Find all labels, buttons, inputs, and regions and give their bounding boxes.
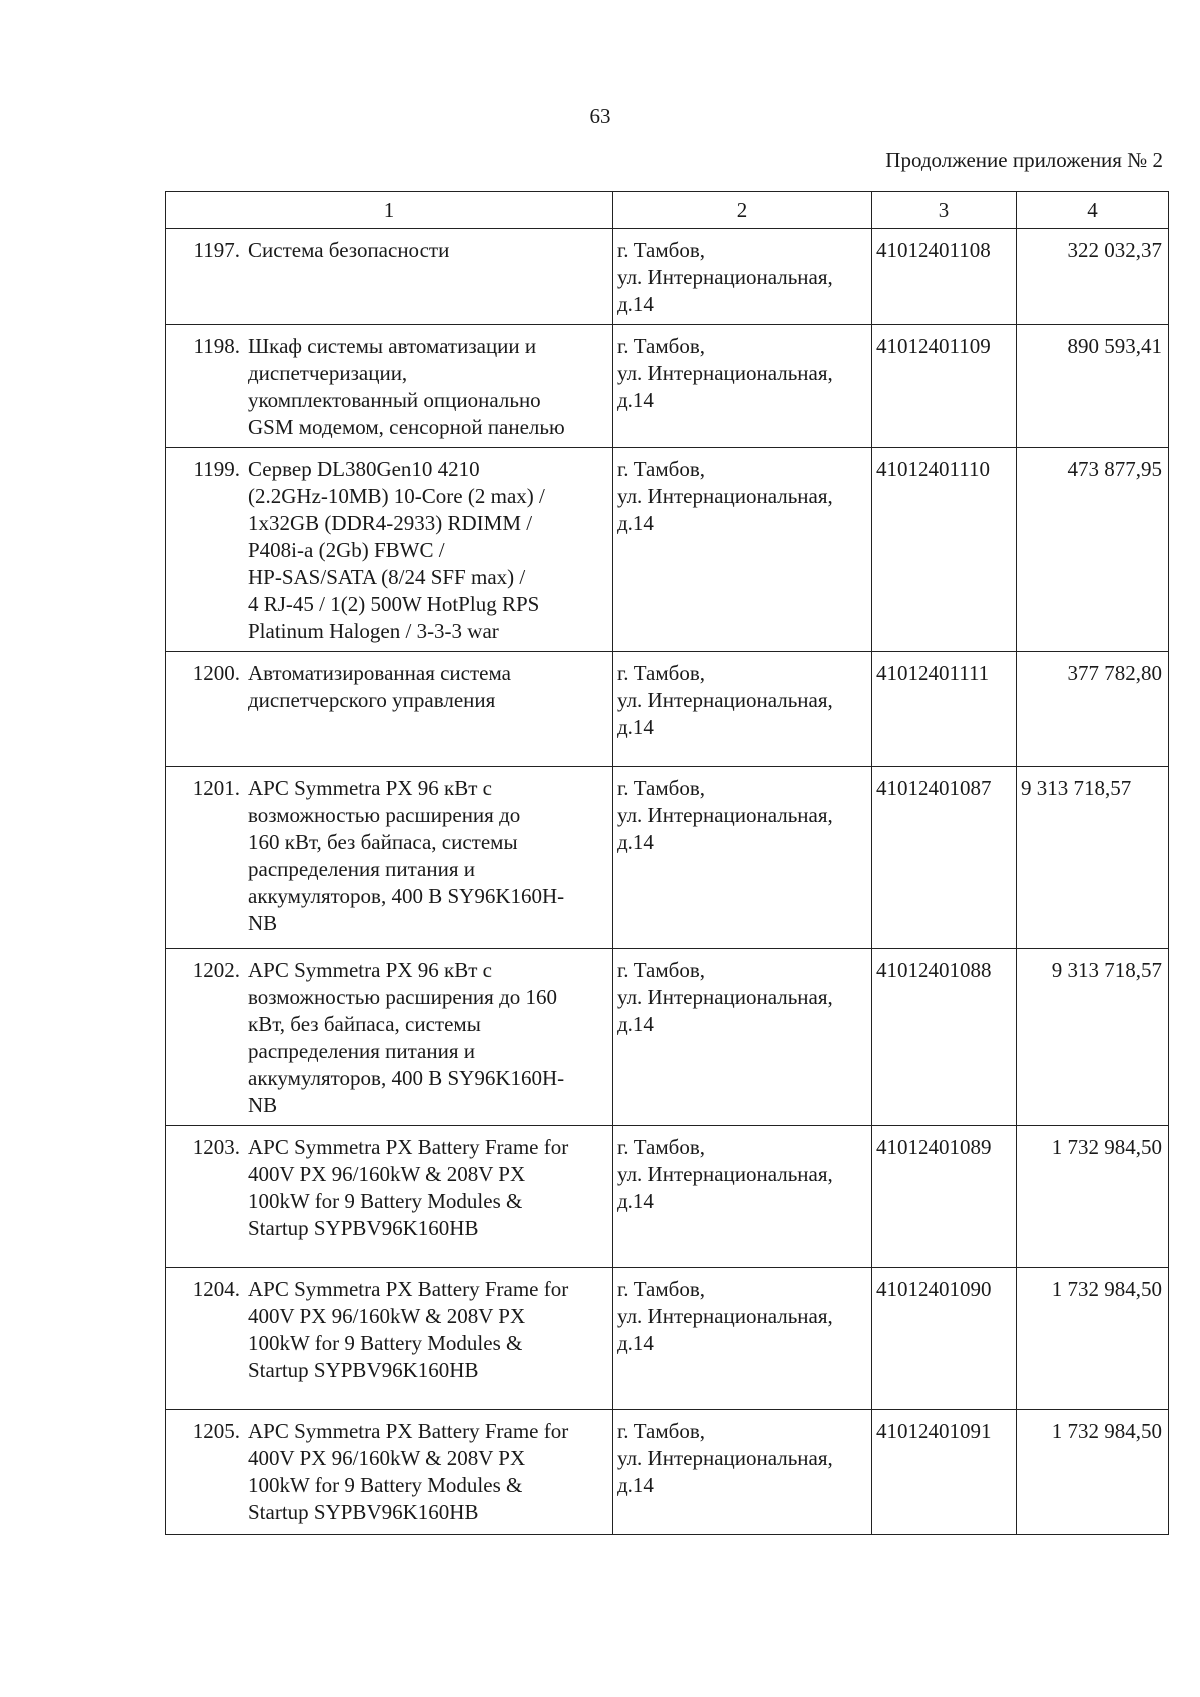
item-address: г. Тамбов, ул. Интернациональная, д.14 <box>613 1126 872 1268</box>
item-address: г. Тамбов, ул. Интернациональная, д.14 <box>613 229 872 325</box>
item-address: г. Тамбов, ул. Интернациональная, д.14 <box>613 448 872 652</box>
item-name: Автоматизированная система диспетчерского управления <box>248 661 511 712</box>
page-number: 63 <box>589 104 611 128</box>
item-cost: 377 782,80 <box>1017 652 1169 767</box>
table-row <box>166 1126 1169 1268</box>
item-address: г. Тамбов, ул. Интернациональная, д.14 <box>613 1410 872 1535</box>
item-address: г. Тамбов, ул. Интернациональная, д.14 <box>613 1268 872 1410</box>
item-name-cell <box>166 229 613 325</box>
item-address: г. Тамбов, ул. Интернациональная, д.14 <box>613 767 872 949</box>
item-cost: 1 732 984,50 <box>1017 1268 1169 1410</box>
item-name: Система безопасности <box>248 238 450 262</box>
column-header-4: 4 <box>1017 192 1169 229</box>
item-name-cell <box>166 448 613 652</box>
item-name: APC Symmetra PX 96 кВт с возможностью расширения до 160 кВт, без байпаса, системы распределения питания и аккумуляторов, 400 В SY96K160H- NB <box>248 958 565 1117</box>
item-name-cell <box>166 1268 613 1410</box>
item-inventory-number: 41012401111 <box>872 652 1017 767</box>
item-cost: 1 732 984,50 <box>1017 1126 1169 1268</box>
column-header-3: 3 <box>872 192 1017 229</box>
item-cost: 9 313 718,57 <box>1017 767 1169 949</box>
item-number: 1201. <box>192 776 240 800</box>
item-name: APC Symmetra PX Battery Frame for 400V PX 96/160kW & 208V PX 100kW for 9 Battery Modules & Startup SYPBV96K160HB <box>248 1419 569 1524</box>
column-number-row <box>166 192 1169 229</box>
property-registry-table <box>165 191 1169 1535</box>
item-cost: 890 593,41 <box>1017 325 1169 448</box>
table-row <box>166 325 1169 448</box>
item-number: 1205. <box>192 1419 240 1443</box>
item-inventory-number: 41012401110 <box>872 448 1017 652</box>
table-row <box>166 448 1169 652</box>
item-name-cell <box>166 1410 613 1535</box>
item-cost: 473 877,95 <box>1017 448 1169 652</box>
appendix-continuation-heading: Продолжение приложения № 2 <box>885 148 1163 172</box>
item-inventory-number: 41012401090 <box>872 1268 1017 1410</box>
item-cost: 1 732 984,50 <box>1017 1410 1169 1535</box>
table-row <box>166 767 1169 949</box>
item-cost: 9 313 718,57 <box>1017 949 1169 1126</box>
item-name-cell <box>166 652 613 767</box>
item-address: г. Тамбов, ул. Интернациональная, д.14 <box>613 325 872 448</box>
item-cost: 322 032,37 <box>1017 229 1169 325</box>
column-header-2: 2 <box>613 192 872 229</box>
table-body <box>166 229 1169 1535</box>
item-number: 1202. <box>192 958 240 982</box>
item-name-cell <box>166 325 613 448</box>
table-row <box>166 229 1169 325</box>
table-row <box>166 1410 1169 1535</box>
column-header-1: 1 <box>166 192 613 229</box>
item-number: 1199. <box>193 457 240 481</box>
item-name-cell <box>166 1126 613 1268</box>
item-number: 1198. <box>193 334 240 358</box>
table-row <box>166 1268 1169 1410</box>
item-number: 1203. <box>192 1135 240 1159</box>
item-inventory-number: 41012401089 <box>872 1126 1017 1268</box>
table-row <box>166 652 1169 767</box>
item-inventory-number: 41012401109 <box>872 325 1017 448</box>
item-address: г. Тамбов, ул. Интернациональная, д.14 <box>613 949 872 1126</box>
item-name-cell <box>166 767 613 949</box>
item-inventory-number: 41012401088 <box>872 949 1017 1126</box>
table-row <box>166 949 1169 1126</box>
item-name: APC Symmetra PX Battery Frame for 400V PX 96/160kW & 208V PX 100kW for 9 Battery Modules & Startup SYPBV96K160HB <box>248 1135 569 1240</box>
item-inventory-number: 41012401108 <box>872 229 1017 325</box>
item-name: APC Symmetra PX Battery Frame for 400V PX 96/160kW & 208V PX 100kW for 9 Battery Modules & Startup SYPBV96K160HB <box>248 1277 569 1382</box>
item-number: 1197. <box>193 238 240 262</box>
item-name-cell <box>166 949 613 1126</box>
item-name: Шкаф системы автоматизации и диспетчеризации, укомплектованный опционально GSM модемом, сенсорной панелью <box>248 334 565 439</box>
item-name: Сервер DL380Gen10 4210 (2.2GHz-10MB) 10-Core (2 max) / 1x32GB (DDR4-2933) RDIMM / P408i-a (2Gb) FBWC / HP-SAS/SATA (8/24 SFF max) / 4 RJ-45 / 1(2) 500W HotPlug RPS Platinum Halogen / 3-3-3 war <box>248 457 545 643</box>
item-address: г. Тамбов, ул. Интернациональная, д.14 <box>613 652 872 767</box>
item-name: APC Symmetra PX 96 кВт с возможностью расширения до 160 кВт, без байпаса, системы распределения питания и аккумуляторов, 400 В SY96K160H- NB <box>248 776 565 935</box>
item-inventory-number: 41012401091 <box>872 1410 1017 1535</box>
item-number: 1204. <box>192 1277 240 1301</box>
item-number: 1200. <box>192 661 240 685</box>
item-inventory-number: 41012401087 <box>872 767 1017 949</box>
